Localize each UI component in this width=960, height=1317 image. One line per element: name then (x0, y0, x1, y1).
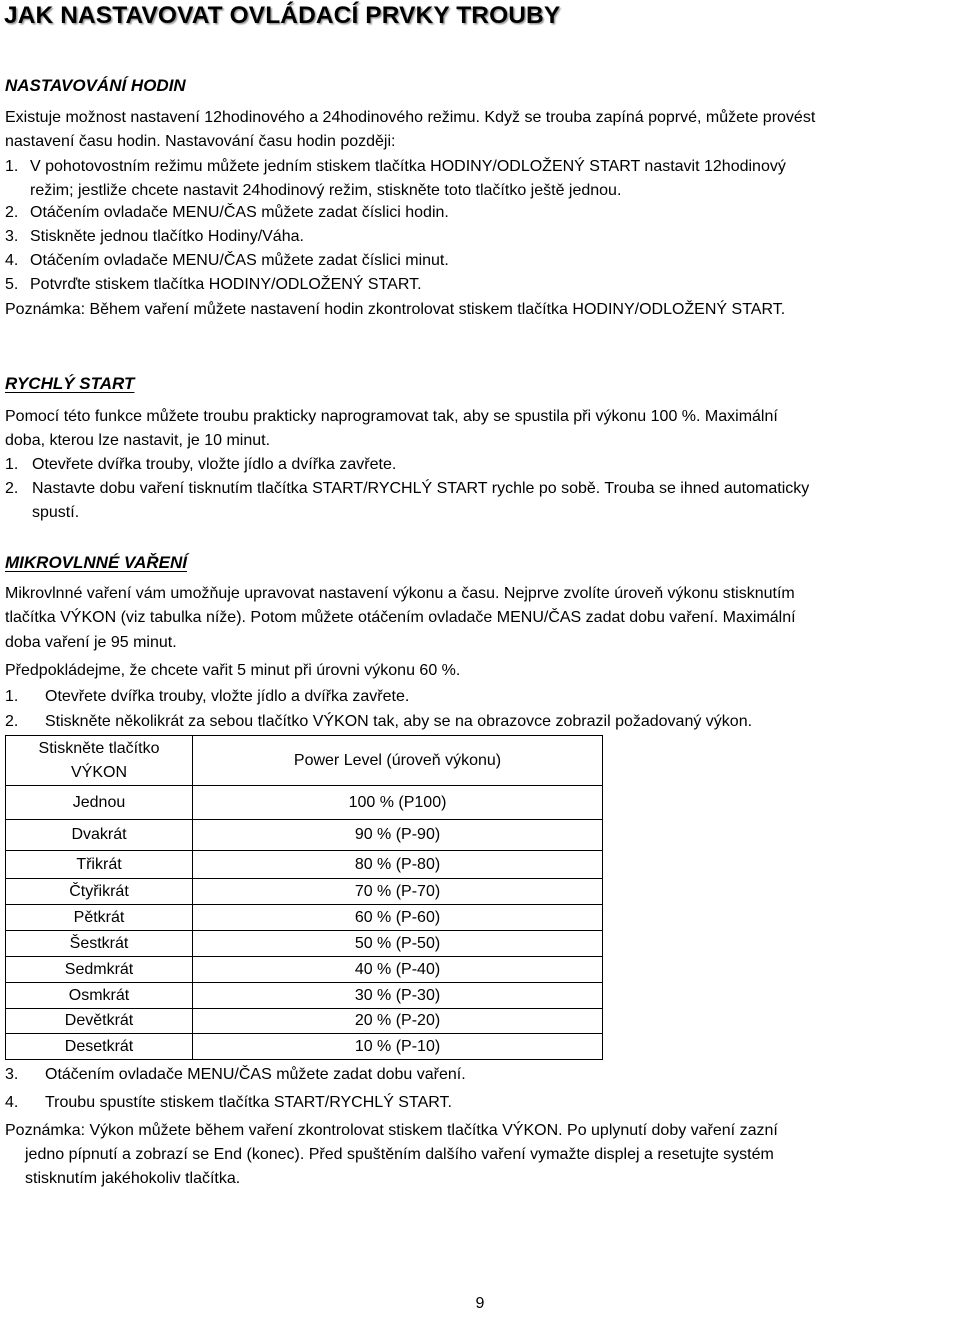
clock-note: Poznámka: Během vaření můžete nastavení hodin zkontrolovat stiskem tlačítka HODINY/ODLOŽENÝ START. (5, 301, 786, 318)
table-cell-press: Šestkrát (6, 931, 193, 957)
table-row (6, 786, 603, 820)
microwave-step-4 (5, 1091, 960, 1115)
microwave-note-line1: Poznámka: Výkon můžete během vaření zkontrolovat stiskem tlačítka VÝKON. Po uplynutí doby vaření zazní (5, 1122, 778, 1139)
list-text: V pohotovostním režimu můžete jedním stiskem tlačítka HODINY/ODLOŽENÝ START nastavit 12hodinový (30, 158, 786, 175)
microwave-intro-line1: Mikrovlnné vaření vám umožňuje upravovat nastavení výkonu a času. Nejprve zvolíte úroveň výkonu stisknutím (5, 585, 795, 602)
microwave-example: Předpokládejme, že chcete vařit 5 minut při úrovni výkonu 60 %. (5, 662, 461, 679)
clock-intro-line1: Existuje možnost nastavení 12hodinového a 24hodinového režimu. Když se trouba zapíná poprvé, můžete provést (5, 109, 816, 126)
table-cell-press: Jednou (6, 786, 193, 820)
list-number: 1. (5, 456, 19, 473)
table-cell-level: 60 % (P-60) (193, 905, 603, 931)
list-text: Otevřete dvířka trouby, vložte jídlo a dvířka zavřete. (45, 688, 410, 705)
header-press-line2: VÝKON (70, 763, 127, 781)
list-text: režim; jestliže chcete nastavit 24hodinový režim, stiskněte toto tlačítko ještě jednou. (30, 182, 622, 199)
list-number: 2. (5, 713, 19, 730)
table-cell-level: 30 % (P-30) (193, 983, 603, 1009)
clock-step-1 (5, 155, 960, 203)
table-cell-level: 40 % (P-40) (193, 957, 603, 983)
clock-step-2 (5, 201, 960, 225)
list-number: 4. (5, 252, 19, 269)
list-text: spustí. (32, 504, 80, 521)
table-cell-level: 10 % (P-10) (193, 1034, 603, 1060)
clock-step-3 (5, 225, 960, 249)
list-number: 5. (5, 276, 19, 293)
quick-start-step-1 (5, 453, 960, 477)
table-cell-press: Čtyřikrát (6, 879, 193, 905)
table-cell-level: 90 % (P-90) (193, 820, 603, 851)
microwave-note-line3: stisknutím jakéhokoliv tlačítka. (25, 1170, 241, 1187)
table-cell-press: Dvakrát (6, 820, 193, 851)
page-title: JAK NASTAVOVAT OVLÁDACÍ PRVKY TROUBY (4, 2, 561, 29)
list-number: 3. (5, 228, 19, 245)
microwave-step-3 (5, 1063, 960, 1087)
table-row (6, 1009, 603, 1034)
clock-heading: NASTAVOVÁNÍ HODIN (5, 76, 186, 95)
table-row (6, 851, 603, 879)
list-text: Otáčením ovladače MENU/ČAS můžete zadat dobu vaření. (45, 1066, 466, 1083)
table-row (6, 905, 603, 931)
list-text: Troubu spustíte stiskem tlačítka START/RYCHLÝ START. (45, 1094, 452, 1111)
microwave-note-line2: jedno pípnutí a zobrazí se End (konec). Před spuštěním dalšího vaření vymažte displej a resetujte systém (25, 1146, 774, 1163)
list-text: Nastavte dobu vaření tisknutím tlačítka START/RYCHLÝ START rychle po sobě. Trouba se ihned automaticky (32, 480, 810, 497)
table-cell-press: Sedmkrát (6, 957, 193, 983)
list-number: 2. (5, 204, 19, 221)
table-cell-press: Třikrát (6, 851, 193, 879)
table-cell-press: Osmkrát (6, 983, 193, 1009)
clock-step-5 (5, 273, 960, 297)
header-press-line1: Stiskněte tlačítko (38, 739, 160, 757)
list-text: Potvrďte stiskem tlačítka HODINY/ODLOŽENÝ START. (30, 276, 422, 293)
table-cell-level: 20 % (P-20) (193, 1009, 603, 1034)
table-cell-press: Desetkrát (6, 1034, 193, 1060)
table-row (6, 957, 603, 983)
table-row (6, 820, 603, 851)
list-number: 4. (5, 1094, 19, 1111)
list-text: Stiskněte několikrát za sebou tlačítko VÝKON tak, aby se na obrazovce zobrazil požadovaný výkon. (45, 713, 753, 730)
list-number: 2. (5, 480, 19, 497)
list-text: Otáčením ovladače MENU/ČAS můžete zadat číslici minut. (30, 252, 449, 269)
page-number: 9 (475, 1295, 485, 1312)
table-cell-level: 50 % (P-50) (193, 931, 603, 957)
quick-start-intro-line2: doba, kterou lze nastavit, je 10 minut. (5, 432, 271, 449)
table-cell-level: 70 % (P-70) (193, 879, 603, 905)
clock-step-4 (5, 249, 960, 273)
microwave-heading: MIKROVLNNÉ VAŘENÍ (5, 553, 187, 572)
table-header-level: Power Level (úroveň výkonu) (193, 736, 603, 786)
microwave-intro-line3: doba vaření je 95 minut. (5, 634, 177, 651)
table-row (6, 1034, 603, 1060)
table-cell-level: 80 % (P-80) (193, 851, 603, 879)
power-level-table (5, 735, 603, 1060)
list-number: 1. (5, 158, 19, 175)
clock-intro-line2: nastavení času hodin. Nastavování času hodin později: (5, 133, 396, 150)
table-row (6, 879, 603, 905)
quick-start-step-2 (5, 477, 960, 525)
list-text: Stiskněte jednou tlačítko Hodiny/Váha. (30, 228, 304, 245)
list-text: Otáčením ovladače MENU/ČAS můžete zadat číslici hodin. (30, 204, 449, 221)
table-row (6, 983, 603, 1009)
list-number: 3. (5, 1066, 19, 1083)
table-header-row (6, 736, 603, 786)
quick-start-intro-line1: Pomocí této funkce můžete troubu prakticky naprogramovat tak, aby se spustila při výkonu 100 %. Maximální (5, 408, 778, 425)
quick-start-heading: RYCHLÝ START (5, 374, 135, 393)
table-cell-press: Devětkrát (6, 1009, 193, 1034)
table-row (6, 931, 603, 957)
table-cell-level: 100 % (P100) (193, 786, 603, 820)
list-text: Otevřete dvířka trouby, vložte jídlo a dvířka zavřete. (32, 456, 397, 473)
table-header-press (6, 736, 193, 786)
list-number: 1. (5, 688, 19, 705)
microwave-intro-line2: tlačítka VÝKON (viz tabulka níže). Potom můžete otáčením ovladače MENU/ČAS zadat dobu vaření. Maximální (5, 609, 796, 626)
table-cell-press: Pětkrát (6, 905, 193, 931)
microwave-step-2 (5, 710, 960, 734)
microwave-step-1 (5, 685, 960, 709)
